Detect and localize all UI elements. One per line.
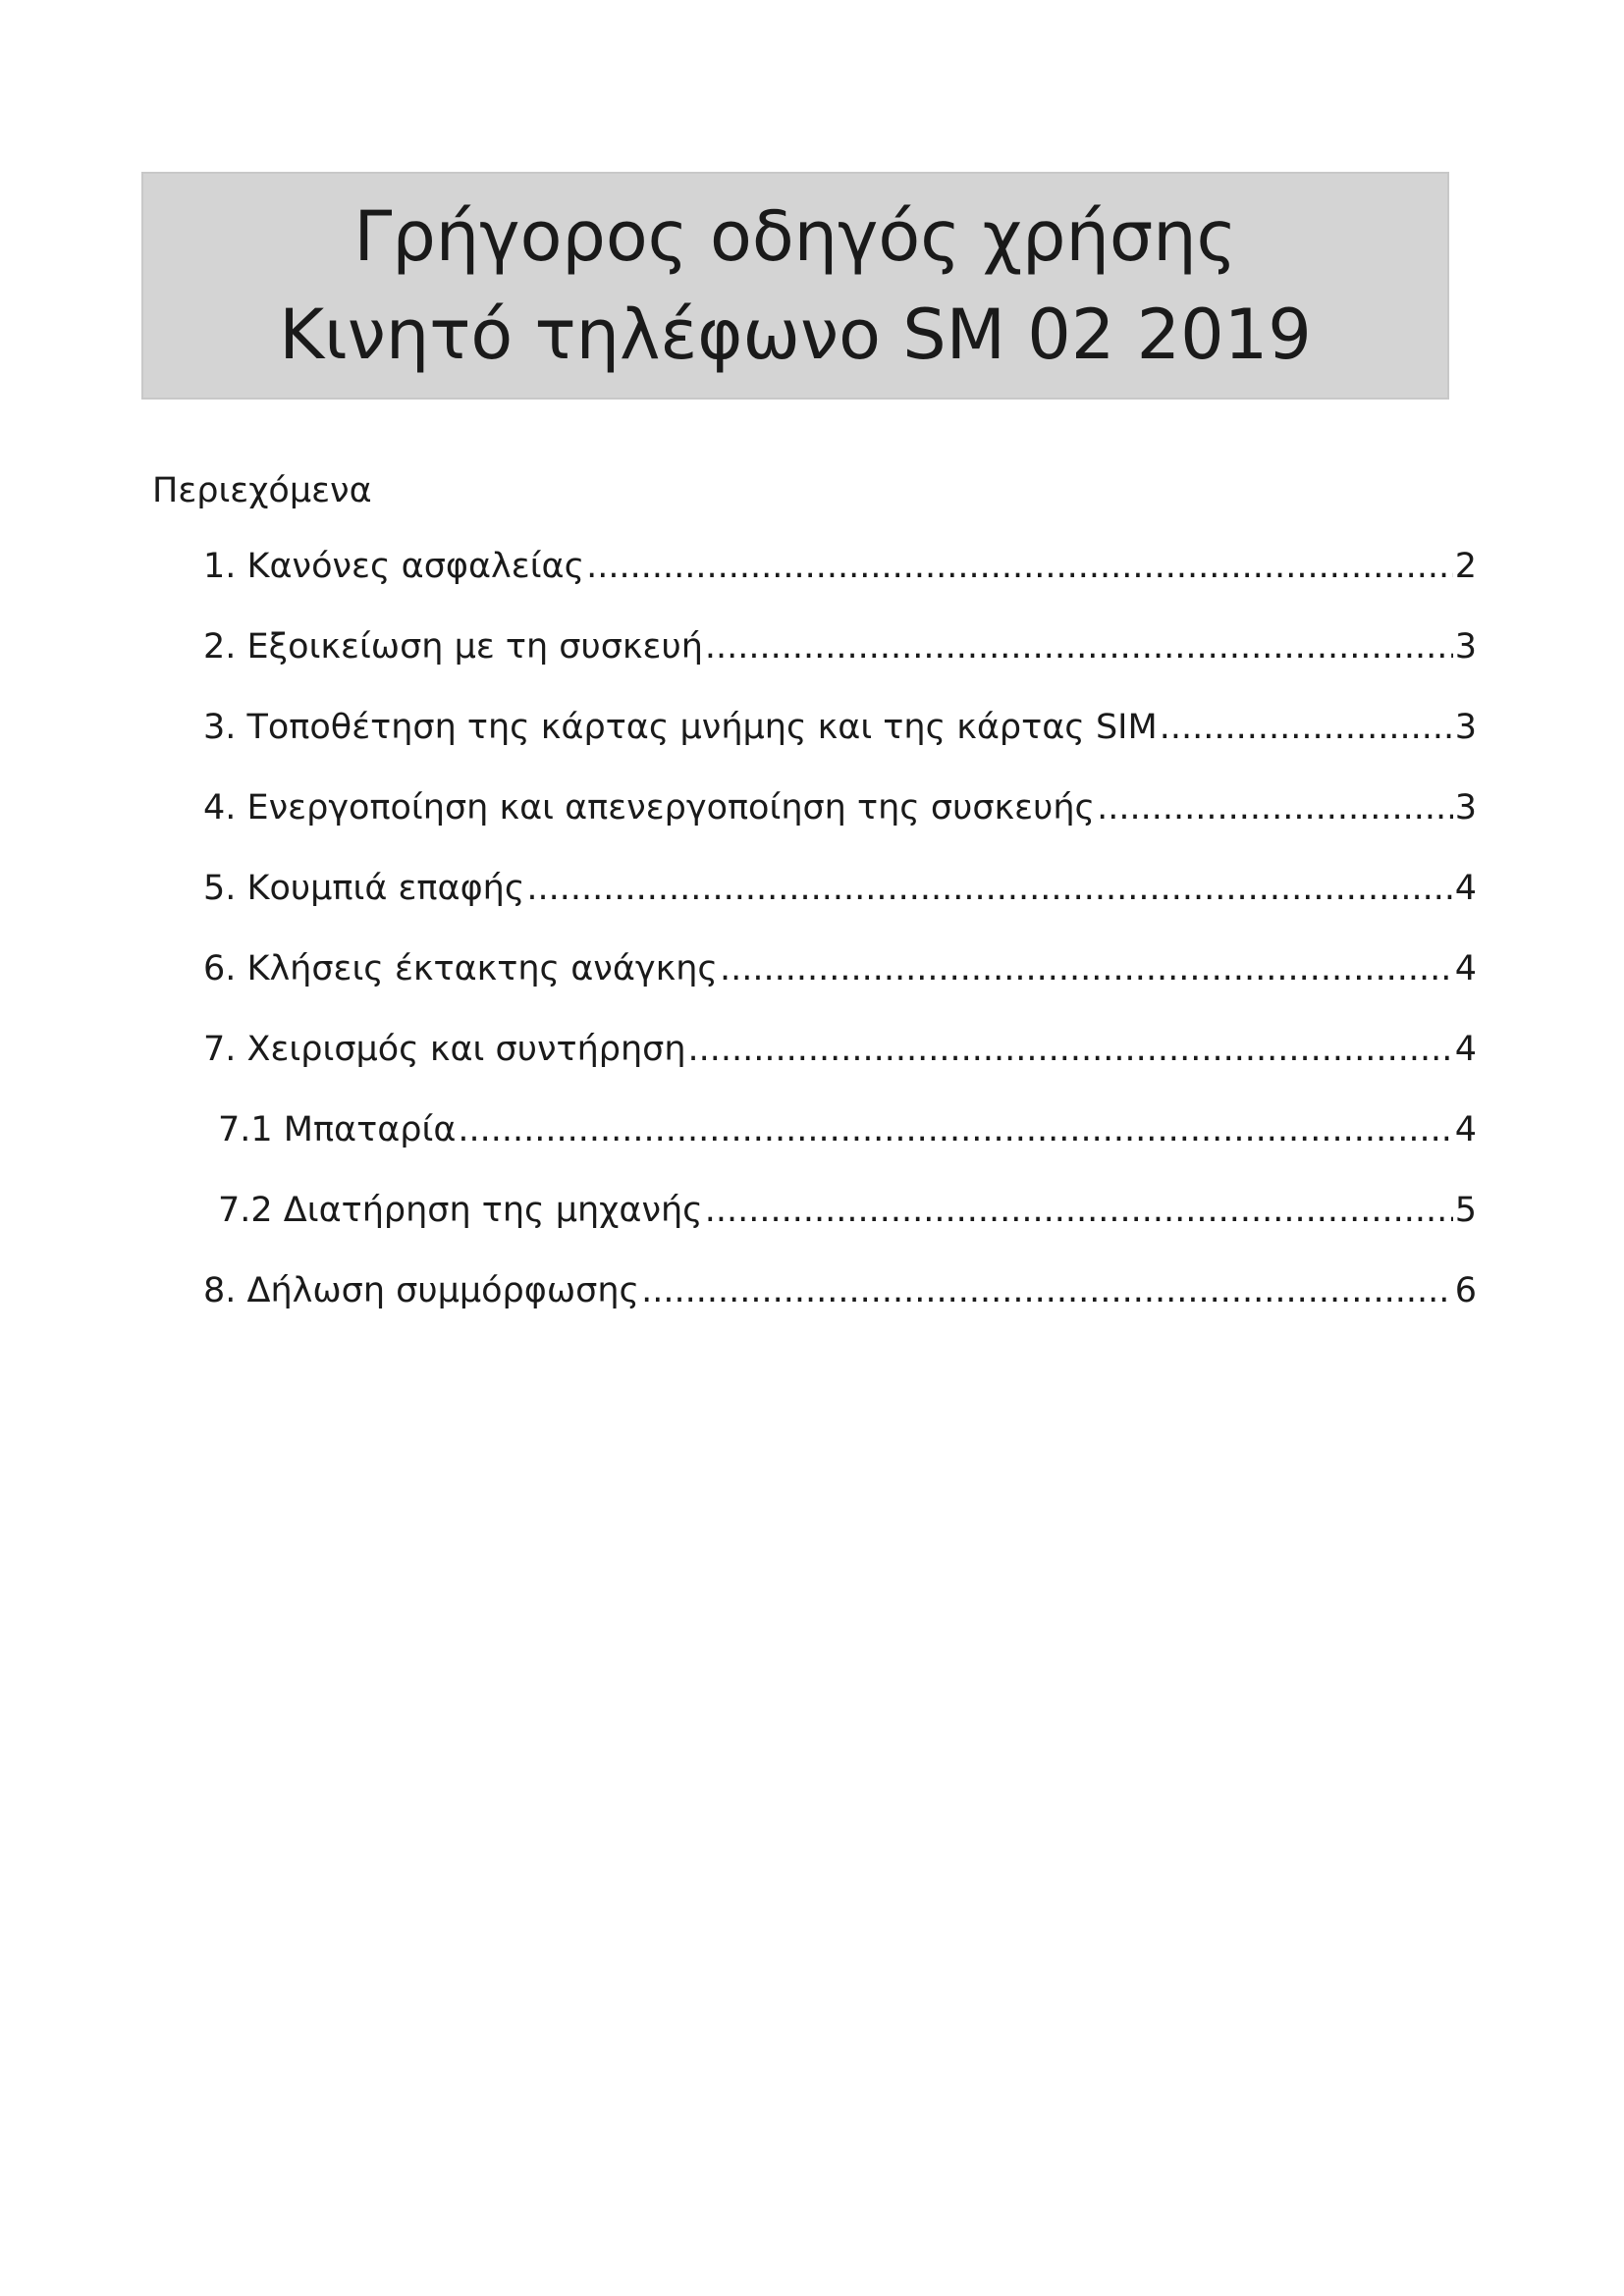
toc-entry-7-2[interactable] — [218, 1186, 1477, 1235]
toc-dot-leader — [586, 542, 1453, 591]
toc-entry-label: 7. Χειρισμός και συντήρηση — [203, 1030, 686, 1069]
toc-entry-page: 2 — [1454, 547, 1477, 586]
toc-entry-8[interactable] — [203, 1266, 1477, 1315]
toc-entry-label: 2. Εξοικείωση με τη συσκευή — [203, 627, 703, 667]
toc-entry-1[interactable] — [203, 542, 1477, 591]
toc-entry-page: 4 — [1454, 1110, 1477, 1149]
toc-entry-2[interactable] — [203, 622, 1477, 671]
toc-entry-label: 1. Κανόνες ασφαλείας — [203, 547, 585, 586]
toc-entry-6[interactable] — [203, 944, 1477, 993]
toc-entry-7-1[interactable] — [218, 1105, 1477, 1154]
toc-heading: Περιεχόμενα — [152, 471, 372, 510]
toc-entry-page: 4 — [1454, 1030, 1477, 1069]
toc-dot-leader — [1097, 783, 1453, 832]
title-banner — [141, 172, 1449, 400]
toc-dot-leader — [705, 1186, 1453, 1235]
toc-dot-leader — [458, 1105, 1452, 1154]
toc-dot-leader — [688, 1025, 1453, 1074]
toc-entry-label: 4. Ενεργοποίηση και απενεργοποίηση της συσκευής — [203, 788, 1096, 828]
toc-entry-7[interactable] — [203, 1025, 1477, 1074]
toc-entry-3[interactable] — [203, 703, 1477, 752]
toc-entry-label: 5. Κουμπιά επαφής — [203, 869, 525, 908]
toc-entry-label: 6. Κλήσεις έκτακτης ανάγκης — [203, 949, 718, 988]
toc-dot-leader — [1160, 703, 1453, 752]
toc-entry-page: 4 — [1454, 949, 1477, 988]
toc-entry-page: 4 — [1454, 869, 1477, 908]
toc-dot-leader — [705, 622, 1453, 671]
toc-dot-leader — [526, 864, 1452, 913]
toc-entry-4[interactable] — [203, 783, 1477, 832]
toc-entry-page: 5 — [1454, 1191, 1477, 1230]
toc-entry-5[interactable] — [203, 864, 1477, 913]
toc-entry-page: 3 — [1454, 708, 1477, 747]
toc-entry-label: 3. Τοποθέτηση της κάρτας μνήμης και της κάρτας SIM — [203, 708, 1158, 747]
toc-entry-page: 3 — [1454, 627, 1477, 667]
toc-entry-label: 8. Δήλωση συμμόρφωσης — [203, 1271, 640, 1310]
title-line-2: Κινητό τηλέφωνο SM 02 2019 — [279, 294, 1312, 375]
toc-dot-leader — [720, 944, 1453, 993]
title-line-1: Γρήγορος οδηγός χρήσης — [353, 196, 1237, 277]
toc-entry-page: 3 — [1454, 788, 1477, 828]
toc-dot-leader — [641, 1266, 1453, 1315]
toc-entry-label: 7.2 Διατήρηση της μηχανής — [218, 1191, 703, 1230]
toc-entry-page: 6 — [1454, 1271, 1477, 1310]
toc-entry-label: 7.1 Μπαταρία — [218, 1110, 457, 1149]
